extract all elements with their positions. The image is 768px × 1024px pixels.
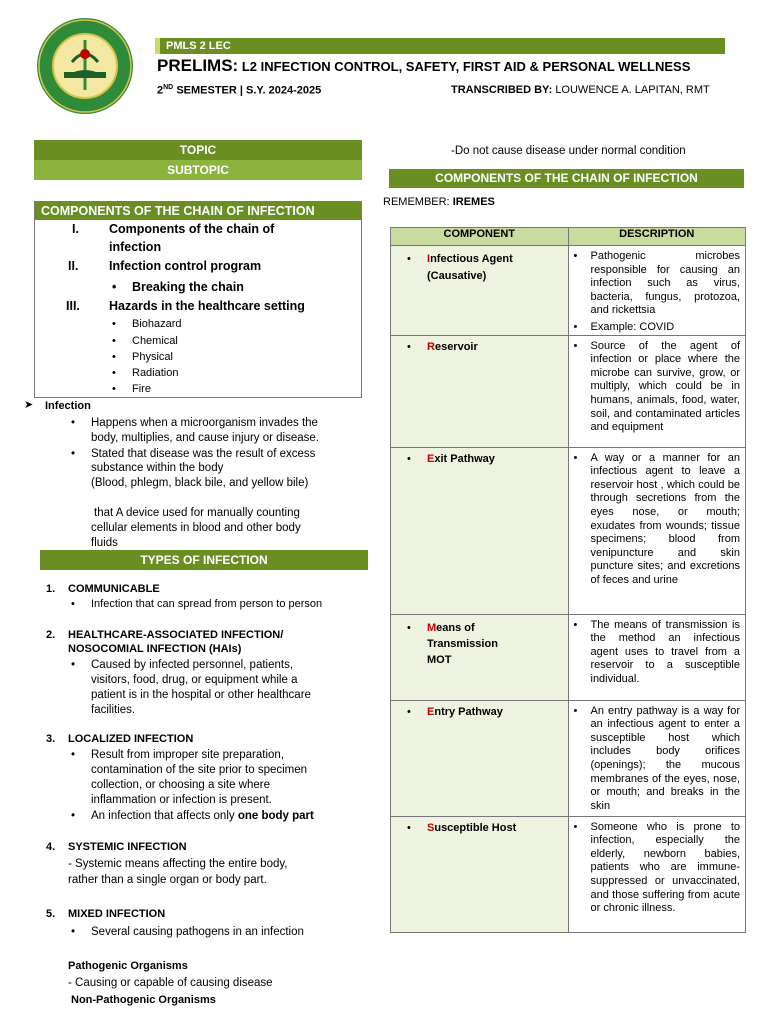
component-rest: ntry Pathway [434,705,503,718]
description-cell [568,447,746,614]
outline-item-1a: Components of the chain of [109,222,275,236]
component-cell [391,614,569,700]
component-lead: S [427,821,435,834]
table-row [391,700,746,816]
course-label: PMLS 2 LEC [166,40,231,52]
component-lead: E [427,705,435,718]
type-title: HEALTHCARE-ASSOCIATED INFECTION/ [68,629,284,641]
pathogenic-desc: - Causing or capable of causing disease [68,977,273,989]
description-text: • An entry pathway is a way for an infectious agent to enter a susceptible host which includes body orifices (openings); the mucous membranes of the eyes, nose, or mouth; and breaks in the skin [591,705,741,814]
type-title: COMMUNICABLE [68,583,160,595]
title-rest: L2 INFECTION CONTROL, SAFETY, FIRST AID & PERSONAL WELLNESS [241,59,691,74]
infection-p-l2: cellular elements in blood and other body [91,522,301,534]
hazard-item: • Physical [132,351,173,364]
component-rest: eservoir [434,340,478,353]
outline-sub-breaking: • Breaking the chain [132,280,244,295]
type-line: facilities. [91,704,136,716]
infection-b1-l2: body, multiplies, and cause injury or disease. [91,432,319,444]
nonpathogenic-title: Non-Pathogenic Organisms [71,994,216,1006]
semester-line [157,84,321,98]
description-cell [568,335,746,447]
description-text: • Source of the agent of infection or place where the microbe can survive, grow, or multiply, which could be in humans, animals, food, water, soil, and contaminated articles and equipment [591,340,741,435]
type-num: 3. [46,733,56,745]
hazard-item: • Radiation [132,367,178,380]
remember-value: IREMES [452,196,495,208]
course-bar [155,38,725,54]
type-line: • Result from improper site preparation, [91,749,284,763]
type-line: inflammation or infection is present. [91,794,272,806]
remember-line [383,196,495,209]
outline-header: COMPONENTS OF THE CHAIN OF INFECTION [35,202,361,220]
type-num: 1. [46,583,56,595]
type-line [91,810,314,824]
type-num: 2. [46,629,56,641]
description-text: • Pathogenic microbes responsible for causing an infection such as virus, bacteria, fungus, protozoa, and rickettsia [591,250,741,318]
outline-num-3: III. [66,299,80,313]
outline-item-1b: infection [109,240,162,254]
chain-section-label: COMPONENTS OF THE CHAIN OF INFECTION [435,171,698,185]
description-cell [568,700,746,816]
infection-b2-l2: substance within the body [91,462,224,474]
semester-num: 2 [157,84,164,97]
component-cell [391,816,569,932]
topic-bar [34,140,362,160]
component-rest: nfectious Agent [430,253,513,265]
component-line3: MOT [427,653,452,666]
infection-p-l3: fluids [91,537,118,549]
top-note: -Do not cause disease under normal condition [451,145,686,157]
table-row [391,447,746,614]
type-num: 5. [46,908,56,920]
component-lead: R [427,340,435,353]
type-title: LOCALIZED INFECTION [68,733,194,745]
subtopic-label: SUBTOPIC [167,163,229,177]
col-component: COMPONENT [391,228,569,246]
component-rest: eans of [436,621,475,634]
description-cell [568,246,746,336]
component-cell [391,700,569,816]
type-num: 4. [46,841,56,853]
semester-rest: SEMESTER | S.Y. 2024-2025 [176,84,322,97]
description-text: • Example: COVID [591,321,741,335]
outline-item-3: Hazards in the healthcare setting [109,299,305,313]
type-title: SYSTEMIC INFECTION [68,841,187,853]
type-title: MIXED INFECTION [68,908,166,920]
component-rest: xit Pathway [434,452,495,465]
outline-item-2: Infection control program [109,259,262,273]
type-line: collection, or choosing a site where [91,779,270,791]
table-row [391,614,746,700]
semester-sup: ND [163,84,174,91]
transcribed-label: TRANSCRIBED BY: [451,84,553,96]
component-cell [391,246,569,336]
component-lead: E [427,452,435,465]
type-title: NOSOCOMIAL INFECTION (HAIs) [68,643,242,655]
hazard-item: • Biohazard [132,318,182,331]
description-text: • A way or a manner for an infectious agent to leave a reservoir host , which could be through secretions from the eyes nose, or mouth; exudates from wounds; tissue specimens; blood from venipuncture and skin puncture sites; and excretions of feces and urine [591,452,741,588]
topic-label: TOPIC [179,143,217,157]
type-line-bold: one body part [237,810,314,822]
table-header-row [391,228,746,246]
types-header [40,550,368,570]
component-lead: I [427,253,431,265]
hazard-item: • Fire [132,383,151,396]
type-bullet: • Several causing pathogens in an infection [91,926,304,940]
chain-table [390,227,746,933]
type-bullet: • Infection that can spread from person to person [91,598,322,611]
college-logo [20,16,150,116]
description-cell [568,614,746,700]
description-text: • The means of transmission is the method an infectious agent uses to travel from a reservoir to a susceptible individual. [591,619,741,687]
pathogenic-title: Pathogenic Organisms [68,960,188,972]
transcribed-by [451,84,710,97]
hazard-item: • Chemical [132,335,178,348]
outline-num-2: II. [68,259,79,273]
transcribed-name: LOUWENCE A. LAPITAN, RMT [555,84,710,96]
type-line: rather than a single organ or body part. [68,874,267,886]
title-prefix: PRELIMS: [157,56,239,75]
type-line: visitors, food, drug, or equipment while a [91,674,298,686]
document-title [157,56,690,76]
remember-label: REMEMBER: [383,196,450,208]
table-row [391,816,746,932]
types-header-label: TYPES OF INFECTION [140,553,268,567]
type-line-pre: An infection that affects only [91,810,238,822]
outline-num-1: I. [72,222,79,236]
component-line2: (Causative) [427,270,487,282]
table-row [391,335,746,447]
component-cell [391,447,569,614]
arrow-bullet-icon: ➤ [24,399,34,411]
description-cell [568,816,746,932]
component-cell [391,335,569,447]
infection-label: Infection [45,400,91,412]
type-line: patient is in the hospital or other healthcare [91,689,311,701]
infection-b2-l3: (Blood, phlegm, black bile, and yellow bile) [91,477,309,489]
col-description: DESCRIPTION [568,228,746,246]
type-line: - Systemic means affecting the entire body, [68,858,288,870]
component-line2: Transmission [427,637,498,650]
chain-section-header [389,169,744,188]
subtopic-bar [34,160,362,180]
table-row [391,246,746,336]
component-rest: usceptible Host [434,821,517,834]
description-text: • Someone who is prone to infection, especially the elderly, newborn babies, patients who are immune-suppressed or unvaccinated, and those suffering from acute or chronic illness. [591,821,741,916]
type-line: contamination of the site prior to specimen [91,764,308,776]
component-lead: M [427,621,437,634]
infection-p-l1: that A device used for manually counting [94,507,300,519]
type-line: • Caused by infected personnel, patients, [91,659,293,673]
infection-b2-l1: • Stated that disease was the result of excess [91,448,315,462]
infection-b1-l1: • Happens when a microorganism invades the [91,417,318,431]
